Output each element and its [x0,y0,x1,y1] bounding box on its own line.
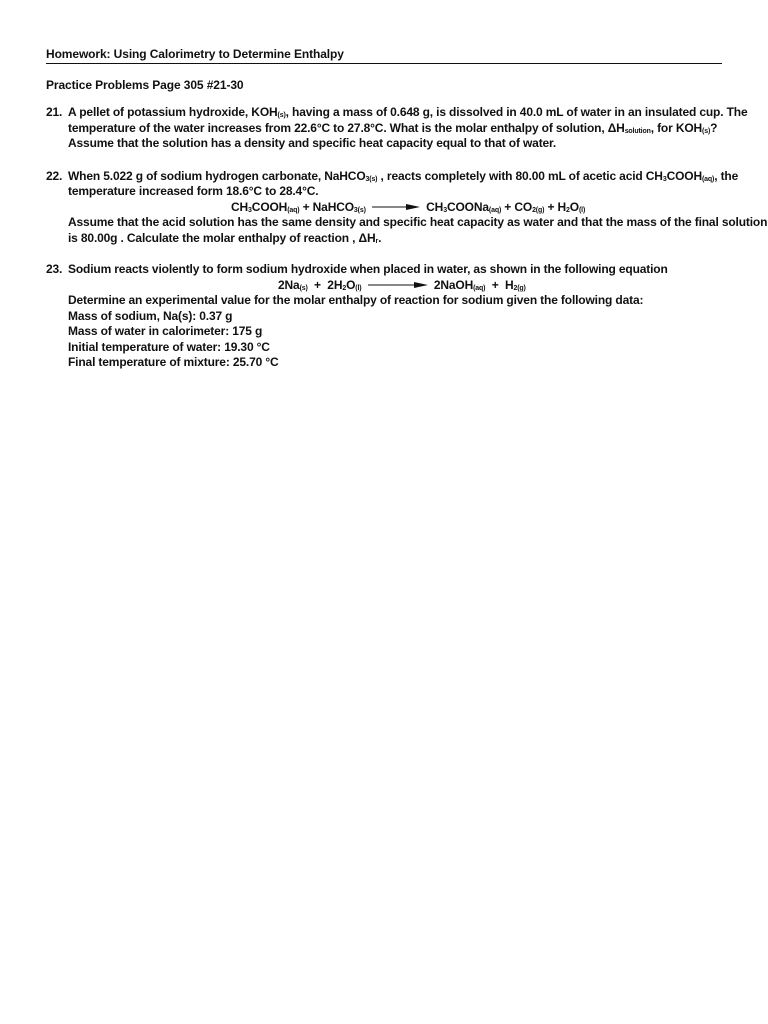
text-segment: , having a mass of 0.648 g, is dissolved in 40.0 mL of water in an insulated cup. The [285,105,748,119]
reactant-sodium-bicarbonate [299,200,365,214]
problem-21-line-2 [68,121,722,137]
formula-part: CH [426,199,444,214]
subscript: (l) [578,206,586,214]
problem-22-line-1 [68,168,739,185]
subscript: 3(s) [365,175,378,183]
text-segment: . [378,230,382,245]
subscript: 3 [248,206,252,214]
problem-22 [46,168,768,247]
subscript: 2 [342,284,347,292]
subscript: (s) [702,127,711,135]
data-mass-sodium: Mass of sodium, Na(s): 0.37 g [68,308,233,323]
subscript: 2(g) [513,284,526,292]
text-segment: ? [710,120,718,135]
formula-part: O [569,199,579,214]
problem-22-line-3: Assume that the acid solution has the same density and specific heat capacity as water and that the mass of the final solution [68,215,768,229]
product-hydrogen [505,278,526,292]
product-sodium-hydroxide [434,278,486,292]
subscript: 2 [566,206,570,214]
problem-23-line-1: Sodium reacts violently to form sodium hydroxide when placed in water, as shown in the following equation [68,262,668,276]
formula-part: 2Na [278,277,300,292]
problem-22-line-4 [68,231,722,247]
reactant-water [327,278,361,292]
subscript: 3 [662,175,667,183]
subscript: 3(s) [353,206,366,214]
product-carbon-dioxide [501,200,544,214]
formula-part: 2H [327,277,343,292]
product-sodium-acetate [426,200,501,214]
formula-part: COONa [446,199,489,214]
subscript: (aq) [488,206,502,214]
subscript: (aq) [701,175,715,183]
problem-21-line-3: Assume that the solution has a density and specific heat capacity equal to that of water. [68,136,557,150]
formula-part: 2NaOH [433,277,474,292]
problem-number: 23. [46,262,63,276]
subscript: (s) [299,284,308,292]
problem-21-line-1 [68,105,748,121]
acetic-acid-reaction-equation [68,200,722,216]
problem-number: 22. [46,168,63,183]
text-segment: When 5.022 g of sodium hydrogen carbonate, NaHCO [68,168,366,183]
text-segment: , the [714,168,739,183]
formula-part: + NaHCO [299,199,354,214]
text-segment: temperature of the water increases from 22.6°C to 27.8°C. What is the molar enthalpy of solution, ΔH [68,120,625,135]
formula-part: CH [231,199,249,214]
reactant-acetic-acid [231,200,299,214]
product-water [544,200,585,214]
problem-number: 21. [46,105,63,119]
plus-sign: + [485,277,505,292]
data-initial-temperature: Initial temperature of water: 19.30 °C [68,339,270,354]
formula-part: O [346,277,356,292]
text-segment: , reacts completely with 80.00 mL of acetic acid CH [377,168,663,183]
subscript: 3 [443,206,447,214]
subscript: solution [624,127,651,135]
worksheet-page [46,47,768,371]
page-subtitle: Practice Problems Page 305 #21-30 [46,78,244,92]
text-segment: is 80.00g . Calculate the molar enthalpy of reaction , ΔH [68,230,376,245]
reactant-sodium [278,278,308,292]
text-segment: , for KOH [650,120,703,135]
text-segment: COOH [666,168,702,183]
text-segment: A pellet of potassium hydroxide, KOH [68,105,278,119]
subscript: 2(g) [532,206,545,214]
problem-22-line-2: temperature increased form 18.6°C to 28.4°C. [68,184,319,198]
subscript: (l) [355,284,362,292]
page-title: Homework: Using Calorimetry to Determine Enthalpy [46,47,722,64]
formula-part: + CO [501,199,533,214]
subscript: (s) [277,112,286,119]
formula-part: H [504,277,514,292]
reaction-arrow-icon [368,281,428,289]
problem-21 [46,105,748,152]
sodium-water-reaction-equation [68,278,722,294]
data-mass-water: Mass of water in calorimeter: 175 g [68,324,263,338]
formula-part: COOH [251,199,288,214]
subscript: (aq) [287,206,300,214]
formula-part: + H [544,199,567,214]
problem-23 [46,262,722,371]
subscript: (aq) [473,284,486,292]
problem-23-line-2: Determine an experimental value for the molar enthalpy of reaction for sodium given the following data: [68,293,644,307]
subscript: r [375,237,379,245]
plus-sign: + [307,277,328,292]
reaction-arrow-icon [372,203,420,211]
data-final-temperature: Final temperature of mixture: 25.70 °C [68,355,279,369]
